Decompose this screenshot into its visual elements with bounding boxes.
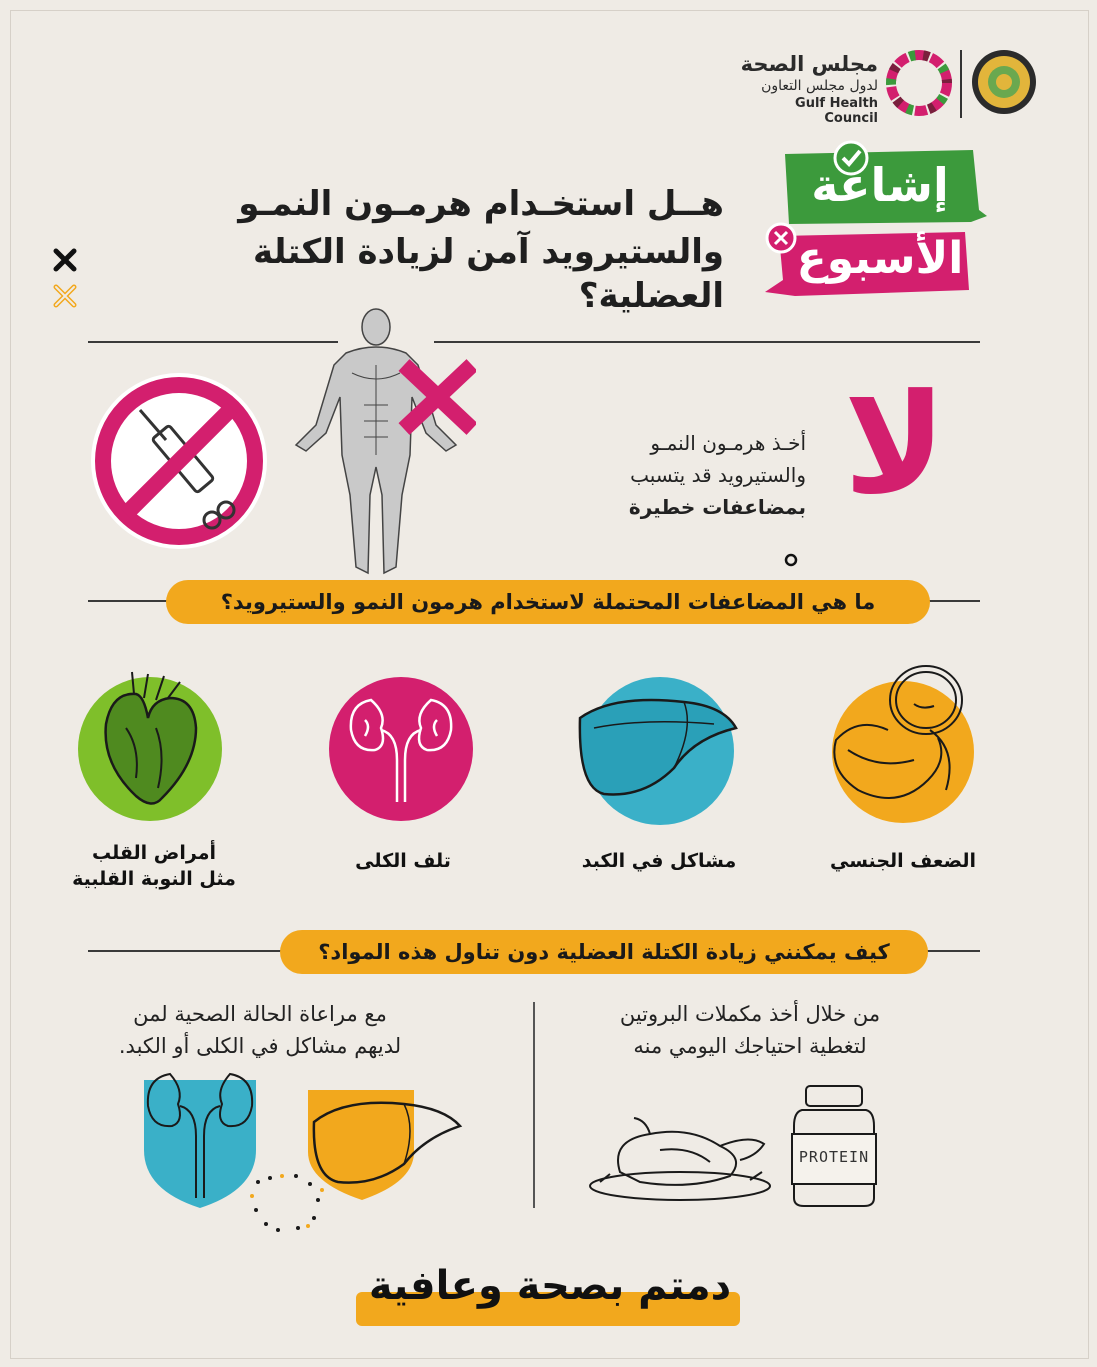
heart-icon	[96, 668, 206, 814]
health-caution-line1: مع مراعاة الحالة الصحية لمن	[133, 1002, 387, 1026]
gcc-emblem	[970, 48, 1038, 116]
question-line1: هــل استخـدام هرمـون النمـو	[238, 184, 724, 224]
divider-top-right	[434, 341, 980, 343]
no-sign-icon	[88, 370, 270, 552]
liver-icon	[574, 688, 740, 808]
logo-divider	[960, 50, 962, 118]
badge-line1: إشاعة	[811, 158, 949, 212]
protein-tip-line1: من خلال أخذ مكملات البروتين	[619, 1002, 881, 1026]
complication-label-liver: مشاكل في الكبد	[581, 850, 737, 872]
close-outline-icon	[52, 283, 78, 309]
kidney-icon	[341, 690, 461, 810]
complication-label-heart-sub: مثل النوبة القلبية	[72, 868, 236, 890]
council-name-ar: مجلس الصحة	[740, 52, 878, 76]
close-icon	[52, 247, 78, 273]
badge-line2: الأسبوع	[796, 233, 964, 284]
section2-title: كيف يمكنني زيادة الكتلة العضلية دون تناول هذه المواد؟	[280, 930, 928, 974]
answer-no-word: لا	[843, 364, 947, 525]
liver-shield-icon	[304, 1082, 464, 1202]
protein-jar-icon	[788, 1082, 880, 1210]
rumor-badge	[765, 140, 990, 300]
section1-title: ما هي المضاعفات المحتملة لاستخدام هرمون النمو والستيرويد؟	[166, 580, 930, 624]
section2-column-divider	[533, 1002, 535, 1208]
health-caution-line2: لديهم مشاكل في الكلى أو الكبد.	[118, 1034, 402, 1058]
council-logo-mark	[884, 48, 954, 118]
complication-label-heart: أمراض القلب	[92, 842, 216, 864]
protein-tip-line2: لتغطية احتياجك اليومي منه	[633, 1034, 867, 1058]
answer-line2: والستيرويد قد يتسبب	[630, 463, 806, 487]
small-ring-icon	[784, 552, 798, 566]
muscle-body-illustration	[286, 305, 476, 580]
council-subtitle-ar: لدول مجلس التعاون	[761, 78, 878, 94]
distressed-person-icon	[818, 660, 978, 830]
dotted-link-decoration	[248, 1170, 328, 1234]
footer-text: دمتم بصحة وعافية	[368, 1263, 732, 1309]
answer-line3: بمضاعفات خطيرة	[628, 495, 806, 519]
council-name-en: Gulf Health Council	[795, 96, 878, 126]
roast-chicken-icon	[580, 1110, 776, 1206]
protein-jar-label: PROTEIN	[798, 1148, 870, 1166]
kidney-shield-icon	[138, 1070, 262, 1210]
question-line2: والستيرويد آمن لزيادة الكتلة العضلية؟	[253, 232, 724, 316]
complication-label-kidney: تلف الكلى	[355, 850, 451, 872]
answer-line1: أخـذ هرمـون النمـو	[650, 431, 806, 455]
divider-section2-left	[88, 950, 298, 952]
complication-label-sexual-weakness: الضعف الجنسي	[830, 850, 976, 872]
